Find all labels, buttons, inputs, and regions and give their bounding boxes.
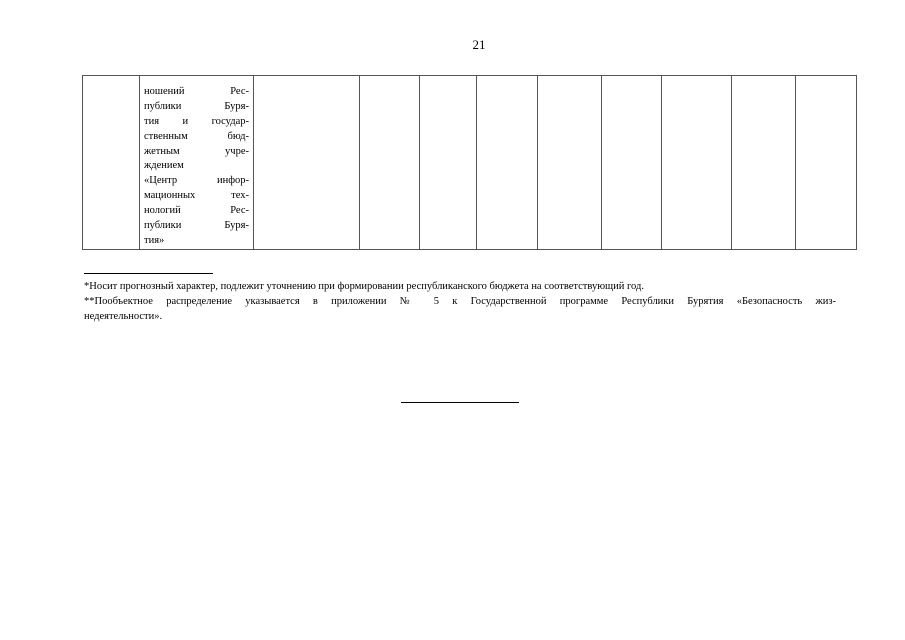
description-line: публики Буря-	[144, 220, 249, 232]
table-cell-empty	[732, 76, 796, 250]
description-line: тия»	[144, 234, 165, 246]
description-line: нологий Рес-	[144, 205, 249, 217]
description-line: ношений Рес-	[144, 86, 249, 97]
footnote-forecast: *Носит прогнозный характер, подлежит уточнению при формировании республиканского бюджета на соответствующий год.	[84, 281, 644, 292]
table-cell-empty	[796, 76, 857, 250]
description-line: ственным бюд-	[144, 130, 249, 142]
description-line: тия и государ-	[144, 115, 249, 127]
table-cell-description	[140, 76, 254, 250]
table-cell-empty	[538, 76, 602, 250]
table-row	[83, 76, 857, 250]
description-line: ждением	[144, 160, 184, 172]
table-cell-empty	[360, 76, 420, 250]
budget-table	[82, 75, 857, 250]
description-line: «Центр инфор-	[144, 175, 249, 187]
end-of-document-rule	[401, 402, 519, 403]
description-line: мационных тех-	[144, 190, 249, 202]
description-line: жетным учре-	[144, 145, 249, 157]
footnote-distribution: **Пообъектное распределение указывается в приложении № 5 к Государственной программе Республики Бурятия «Безопасность жиз-	[84, 296, 836, 307]
table-cell-empty	[254, 76, 360, 250]
page-number: 21	[472, 37, 486, 52]
table-cell-empty	[477, 76, 538, 250]
table-cell-number	[83, 76, 140, 250]
table-cell-empty	[662, 76, 732, 250]
table-cell-empty	[602, 76, 662, 250]
footnote-separator	[84, 273, 213, 274]
footnote-distribution-continuation: недеятельности».	[84, 311, 163, 322]
description-line: публики Буря-	[144, 100, 249, 112]
table-cell-empty	[420, 76, 477, 250]
